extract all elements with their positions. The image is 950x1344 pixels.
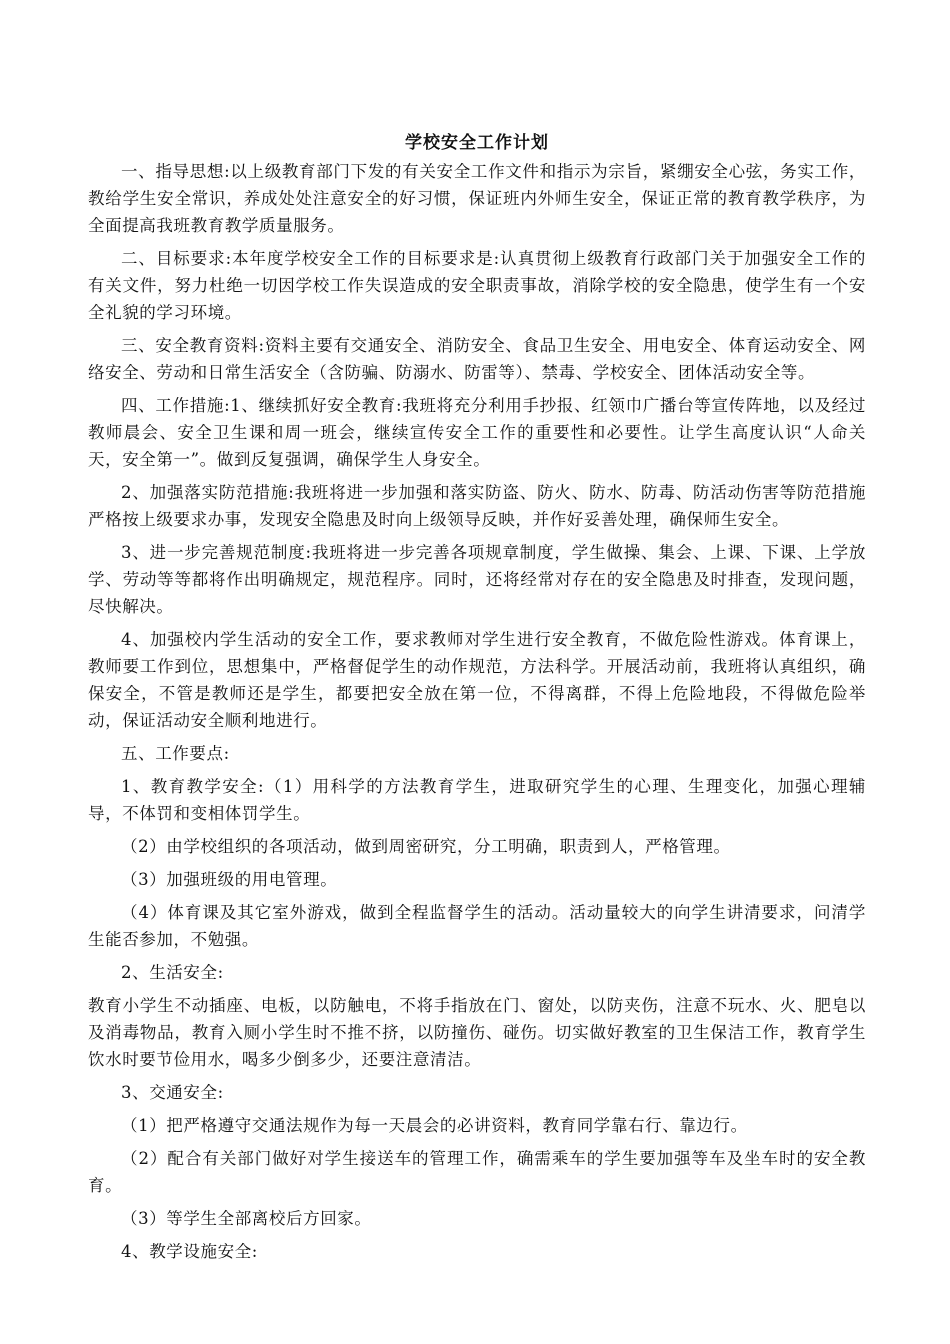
paragraph-traffic-safety-3: （3）等学生全部离校后方回家。 [121, 1209, 372, 1228]
paragraph-traffic-safety-heading: 3、交通安全: [121, 1083, 224, 1102]
paragraph-target-requirements: 二、目标要求:本年度学校安全工作的目标要求是:认真贯彻上级教育行政部门关于加强安全工作的有关文件，努力杜绝一切因学校工作失误造成的安全职责事故，消除学校的安全隐患，使学生有一个安全礼貌的学习环境。 [88, 249, 866, 322]
paragraph-guiding-ideology: 一、指导思想:以上级教育部门下发的有关安全工作文件和指示为宗旨，紧绷安全心弦，务实工作，教给学生安全常识，养成处处注意安全的好习惯，保证班内外师生安全，保证正常的教育教学秩序，为全面提高我班教育教学质量服务。 [88, 162, 866, 235]
paragraph-measure-4: 4、加强校内学生活动的安全工作，要求教师对学生进行安全教育，不做危险性游戏。体育课上，教师要工作到位，思想集中，严格督促学生的动作规范，方法科学。开展活动前，我班将认真组织，确保安全，不管是教师还是学生，都要把安全放在第一位，不得离群，不得上危险地段，不得做危险举动，保证活动安全顺利地进行。 [88, 630, 866, 730]
paragraph-work-key-points: 五、工作要点: [121, 744, 230, 763]
document-page [88, 128, 866, 1271]
paragraph-traffic-safety-2: （2）配合有关部门做好对学生接送车的管理工作，确需乘车的学生要加强等车及坐车时的安全教育。 [88, 1149, 866, 1195]
paragraph-teaching-safety-2: （2）由学校组织的各项活动，做到周密研究，分工明确，职责到人，严格管理。 [121, 837, 731, 856]
paragraph-life-safety-heading: 2、生活安全: [121, 963, 224, 982]
paragraph-facility-safety-heading: 4、教学设施安全: [121, 1242, 258, 1261]
paragraph-measure-2: 2、加强落实防范措施:我班将进一步加强和落实防盗、防火、防水、防毒、防活动伤害等防范措施严格按上级要求办事，发现安全隐患及时向上级领导反映，并作好妥善处理，确保师生安全。 [88, 483, 866, 529]
paragraph-measure-3: 3、进一步完善规范制度:我班将进一步完善各项规章制度，学生做操、集会、上课、下课、上学放学、劳动等等都将作出明确规定，规范程序。同时，还将经常对存在的安全隐患及时排查，发现问题，尽快解决。 [88, 543, 866, 616]
paragraph-teaching-safety-3: （3）加强班级的用电管理。 [121, 870, 338, 889]
paragraph-work-measures: 四、工作措施:1、继续抓好安全教育:我班将充分利用手抄报、红领巾广播台等宣传阵地，以及经过教师晨会、安全卫生课和周一班会，继续宣传安全工作的重要性和必要性。让学生高度认识“人命关天，安全第一”。做到反复强调，确保学生人身安全。 [88, 396, 866, 469]
paragraph-safety-education-content: 三、安全教育资料:资料主要有交通安全、消防安全、食品卫生安全、用电安全、体育运动安全、网络安全、劳动和日常生活安全（含防骗、防溺水、防雷等）、禁毒、学校安全、团体活动安全等。 [88, 336, 866, 382]
paragraph-teaching-safety-4: （4）体育课及其它室外游戏，做到全程监督学生的活动。活动量较大的向学生讲清要求，问清学生能否参加，不勉强。 [88, 903, 866, 949]
paragraph-traffic-safety-1: （1）把严格遵守交通法规作为每一天晨会的必讲资料，教育同学靠右行、靠边行。 [121, 1116, 748, 1135]
paragraph-life-safety: 教育小学生不动插座、电板，以防触电，不将手指放在门、窗处，以防夹伤，注意不玩水、火、肥皂以及消毒物品，教育入厕小学生时不推不挤，以防撞伤、碰伤。切实做好教室的卫生保洁工作，教育学生饮水时要节俭用水，喝多少倒多少，还要注意清洁。 [88, 996, 866, 1069]
document-title: 学校安全工作计划 [405, 133, 549, 153]
paragraph-teaching-safety: 1、教育教学安全:（1）用科学的方法教育学生，进取研究学生的心理、生理变化，加强心理辅导，不体罚和变相体罚学生。 [88, 777, 866, 823]
